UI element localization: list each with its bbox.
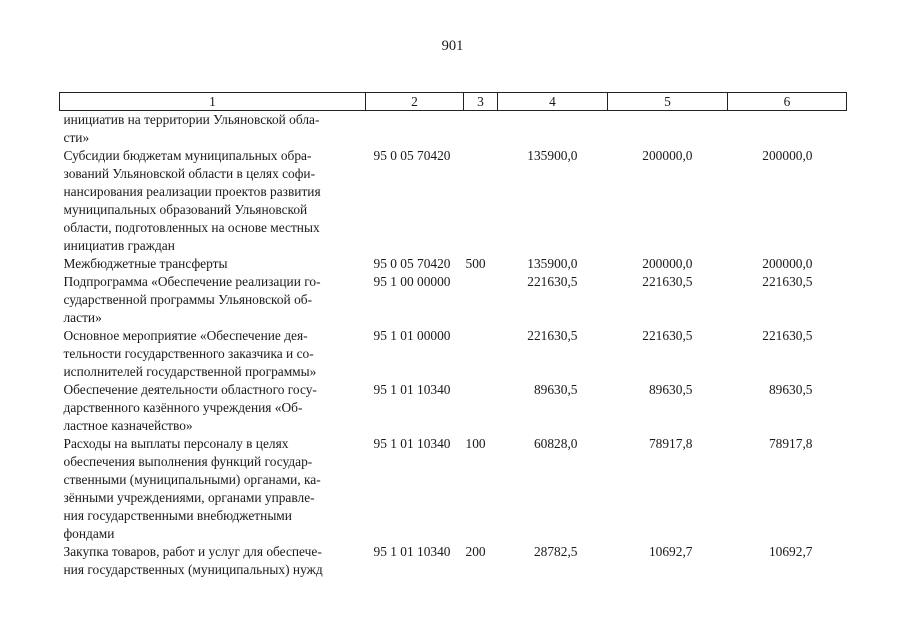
row-name-line: инициатив на территории Ульяновской обла- bbox=[63, 112, 320, 127]
row-value-2-cell: 200000,0 bbox=[642, 148, 693, 163]
row-value-3-cell: 78917,8 bbox=[768, 436, 813, 451]
row-value-1-cell: 89630,5 bbox=[533, 382, 578, 397]
row-vr-cell: 500 bbox=[465, 256, 486, 271]
table-row bbox=[60, 381, 847, 435]
row-value-1-cell: 28782,5 bbox=[533, 544, 578, 559]
row-name-line: ласти» bbox=[63, 310, 102, 325]
row-name-line: дарственного казённого учреждения «Об- bbox=[63, 400, 303, 415]
row-value-3-cell: 221630,5 bbox=[762, 274, 813, 289]
row-code-cell: 95 1 01 10340 bbox=[373, 382, 451, 397]
row-code-cell: 95 1 00 00000 bbox=[373, 274, 451, 289]
row-name-line: сударственной программы Ульяновской об- bbox=[63, 292, 313, 307]
column-header-2: 2 bbox=[366, 93, 464, 111]
row-name-cell bbox=[60, 255, 366, 273]
column-header-6: 6 bbox=[728, 93, 847, 111]
column-header-3: 3 bbox=[464, 93, 498, 111]
row-name-line: Подпрограмма «Обеспечение реализации го- bbox=[63, 274, 321, 289]
row-value-3-cell: 89630,5 bbox=[768, 382, 813, 397]
row-value-1-cell: 221630,5 bbox=[527, 328, 578, 343]
row-name-line: Обеспечение деятельности областного госу- bbox=[63, 382, 317, 397]
page-number: 901 bbox=[441, 38, 464, 54]
row-value-3-cell: 221630,5 bbox=[762, 328, 813, 343]
row-value-1-cell: 135900,0 bbox=[527, 148, 578, 163]
row-name-cell bbox=[60, 111, 366, 148]
row-vr-cell bbox=[464, 273, 498, 327]
row-name-line: зований Ульяновской области в целях софи- bbox=[63, 166, 316, 181]
row-vr-cell bbox=[464, 111, 498, 148]
row-value-1-cell: 221630,5 bbox=[527, 274, 578, 289]
budget-table bbox=[59, 92, 847, 579]
row-code-cell: 95 0 05 70420 bbox=[373, 256, 451, 271]
row-name-cell bbox=[60, 327, 366, 381]
row-code-cell: 95 1 01 10340 bbox=[373, 436, 451, 451]
row-code-cell: 95 1 01 10340 bbox=[373, 544, 451, 559]
row-name-line: инициатив граждан bbox=[63, 238, 175, 253]
row-value-2-cell: 221630,5 bbox=[642, 274, 693, 289]
row-name-line: ния государственных (муниципальных) нужд bbox=[63, 562, 323, 577]
table-row bbox=[60, 543, 847, 579]
row-value-1-cell: 135900,0 bbox=[527, 256, 578, 271]
row-code-cell bbox=[366, 111, 464, 148]
column-header-1: 1 bbox=[60, 93, 366, 111]
column-header-5: 5 bbox=[608, 93, 728, 111]
row-value-3-cell: 10692,7 bbox=[768, 544, 813, 559]
row-value-1-cell bbox=[498, 111, 608, 148]
row-name-line: обеспечения выполнения функций государ- bbox=[63, 454, 313, 469]
row-vr-cell bbox=[464, 381, 498, 435]
table-row bbox=[60, 273, 847, 327]
row-name-cell bbox=[60, 147, 366, 255]
row-name-line: ластное казначейство» bbox=[63, 418, 193, 433]
row-name-line: фондами bbox=[63, 526, 115, 541]
row-name-line: исполнителей государственной программы» bbox=[63, 364, 317, 379]
row-value-3-cell bbox=[728, 111, 847, 148]
row-name-cell bbox=[60, 381, 366, 435]
row-name-line: области, подготовленных на основе местных bbox=[63, 220, 320, 235]
row-vr-cell bbox=[464, 147, 498, 255]
row-value-2-cell: 10692,7 bbox=[648, 544, 693, 559]
row-name-line: зёнными учреждениями, органами управле- bbox=[63, 490, 315, 505]
row-name-line: нансирования реализации проектов развития bbox=[63, 184, 321, 199]
row-value-3-cell: 200000,0 bbox=[762, 148, 813, 163]
row-name-cell bbox=[60, 435, 366, 543]
table-row bbox=[60, 255, 847, 273]
table-row bbox=[60, 111, 847, 148]
header-row bbox=[60, 93, 847, 111]
row-name-line: муниципальных образований Ульяновской bbox=[63, 202, 308, 217]
table-row bbox=[60, 435, 847, 543]
table-row bbox=[60, 327, 847, 381]
row-value-2-cell: 221630,5 bbox=[642, 328, 693, 343]
row-name-cell bbox=[60, 273, 366, 327]
row-name-line: ственными (муниципальными) органами, ка- bbox=[63, 472, 321, 487]
row-code-cell: 95 1 01 00000 bbox=[373, 328, 451, 343]
column-header-4: 4 bbox=[498, 93, 608, 111]
row-value-2-cell: 78917,8 bbox=[648, 436, 693, 451]
row-value-2-cell: 89630,5 bbox=[648, 382, 693, 397]
row-value-1-cell: 60828,0 bbox=[533, 436, 578, 451]
row-value-2-cell: 200000,0 bbox=[642, 256, 693, 271]
row-vr-cell bbox=[464, 327, 498, 381]
table-body bbox=[60, 111, 847, 580]
row-name-line: Расходы на выплаты персоналу в целях bbox=[63, 436, 289, 451]
row-value-3-cell: 200000,0 bbox=[762, 256, 813, 271]
row-name-line: тельности государственного заказчика и со- bbox=[63, 346, 314, 361]
row-name-line: ния государственными внебюджетными bbox=[63, 508, 292, 523]
table-row bbox=[60, 147, 847, 255]
row-name-line: Закупка товаров, работ и услуг для обеспече- bbox=[63, 544, 322, 559]
row-value-2-cell bbox=[608, 111, 728, 148]
row-name-line: Субсидии бюджетам муниципальных обра- bbox=[63, 148, 312, 163]
row-name-line: Основное мероприятие «Обеспечение дея- bbox=[63, 328, 308, 343]
row-code-cell: 95 0 05 70420 bbox=[373, 148, 451, 163]
row-vr-cell: 200 bbox=[465, 544, 486, 559]
row-name-line: Межбюджетные трансферты bbox=[63, 256, 228, 271]
row-name-line: сти» bbox=[63, 130, 90, 145]
row-name-cell bbox=[60, 543, 366, 579]
row-vr-cell: 100 bbox=[465, 436, 486, 451]
